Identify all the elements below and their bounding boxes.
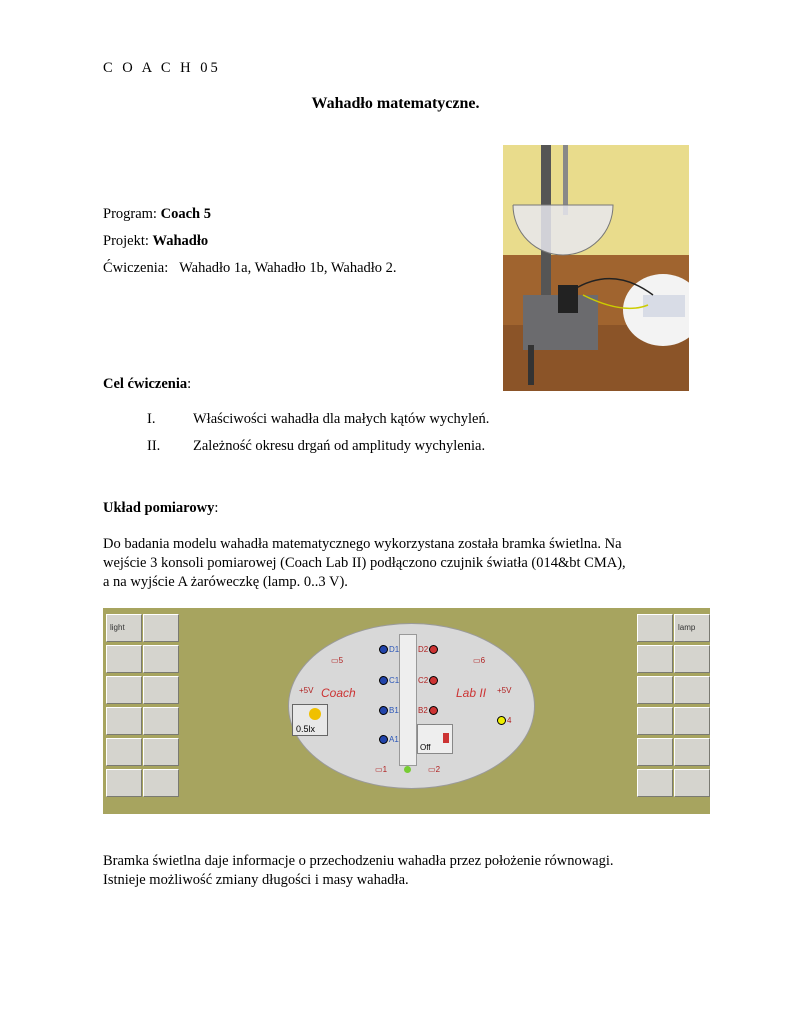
port-4-label: 4 <box>507 716 512 725</box>
setup-line-3: a na wyjście A żaróweczkę (lamp. 0..3 V). <box>103 574 348 590</box>
footer-line-1: Bramka świetlna daje informacje o przechodzeniu wahadła przez położenie równowagi. <box>103 853 614 869</box>
port-2[interactable]: ▭2 <box>428 765 441 774</box>
input-b2-label: B2 <box>418 706 428 715</box>
port-5-label: 5 <box>338 656 344 665</box>
port-2-label: 2 <box>435 765 441 774</box>
slot-empty[interactable] <box>637 614 673 642</box>
goal-num-1: I. <box>147 411 156 427</box>
input-d2-label: D2 <box>418 645 429 654</box>
input-b1-label: B1 <box>389 706 399 715</box>
slot-empty[interactable] <box>143 614 179 642</box>
port-6[interactable]: ▭6 <box>473 656 486 665</box>
slot-empty[interactable] <box>674 707 710 735</box>
input-d1-label: D1 <box>389 645 400 654</box>
setup-paragraph <box>103 535 626 592</box>
slot-empty[interactable] <box>106 769 142 797</box>
connector-icon <box>429 645 438 654</box>
goal-colon: : <box>187 376 192 392</box>
goal-num-2: II. <box>147 438 161 454</box>
coach-panel <box>103 608 710 814</box>
input-a1[interactable] <box>379 735 399 744</box>
input-b2[interactable] <box>418 706 439 715</box>
slot-lamp[interactable] <box>674 614 710 642</box>
plus5v-right: +5V <box>497 686 512 695</box>
switch-indicator-icon <box>443 733 449 743</box>
slot-light[interactable] <box>106 614 142 642</box>
setup-heading <box>103 500 218 517</box>
slot-empty[interactable] <box>106 738 142 766</box>
project-value: Wahadło <box>152 233 209 249</box>
input-c2-label: C2 <box>418 676 429 685</box>
project-label: Projekt: <box>103 233 153 249</box>
brand-lab: Lab II <box>456 686 487 700</box>
goal-text-2: Zależność okresu drgań od amplitudy wychylenia. <box>193 438 486 454</box>
slot-empty[interactable] <box>674 769 710 797</box>
slot-empty[interactable] <box>674 676 710 704</box>
program-line <box>103 206 211 223</box>
slot-empty[interactable] <box>106 707 142 735</box>
switch-label: Off <box>420 743 431 752</box>
setup-colon: : <box>214 500 219 516</box>
port-1[interactable]: ▭1 <box>375 765 388 774</box>
goal-text-1: Właściwości wahadła dla małych kątów wychyleń. <box>193 411 490 427</box>
slot-empty[interactable] <box>143 769 179 797</box>
goal-heading <box>103 376 191 393</box>
slot-empty[interactable] <box>637 769 673 797</box>
slot-light-label: light <box>110 623 125 632</box>
setup-label: Układ pomiarowy <box>103 500 215 516</box>
slot-empty[interactable] <box>143 645 179 673</box>
slot-empty[interactable] <box>106 645 142 673</box>
setup-line-1: Do badania modelu wahadła matematycznego wykorzystana została bramka świetlna. Na <box>103 536 622 552</box>
exercises-line <box>103 260 397 277</box>
program-label: Program: <box>103 206 161 222</box>
slot-empty[interactable] <box>143 676 179 704</box>
footer-line-2: Istnieje możliwość zmiany długości i masy wahadła. <box>103 872 409 888</box>
input-d2[interactable] <box>418 645 439 654</box>
input-c1[interactable] <box>379 676 399 685</box>
sensor-box[interactable] <box>292 704 328 736</box>
port-1-label: 1 <box>382 765 388 774</box>
connector-icon <box>379 676 388 685</box>
port-4[interactable] <box>497 716 511 725</box>
document-title: Wahadło matematyczne. <box>311 95 480 112</box>
goal-label: Cel ćwiczenia <box>103 376 188 392</box>
connector-icon <box>379 645 388 654</box>
slot-empty[interactable] <box>143 707 179 735</box>
connector-icon <box>429 706 438 715</box>
input-a1-label: A1 <box>389 735 399 744</box>
slot-empty[interactable] <box>674 645 710 673</box>
connector-icon <box>429 676 438 685</box>
slot-empty[interactable] <box>674 738 710 766</box>
connector-icon <box>379 735 388 744</box>
setup-line-2: wejście 3 konsoli pomiarowej (Coach Lab II) podłączono czujnik światła (014&bt CMA), <box>103 555 626 571</box>
connector-icon <box>379 706 388 715</box>
slot-lamp-label: lamp <box>678 623 696 632</box>
input-c2[interactable] <box>418 676 439 685</box>
slot-empty[interactable] <box>143 738 179 766</box>
exercises-value: Wahadło 1a, Wahadło 1b, Wahadło 2. <box>179 260 397 276</box>
document-header: C O A C H 05 <box>103 60 221 76</box>
lamp-icon <box>497 716 506 725</box>
slot-empty[interactable] <box>637 738 673 766</box>
power-switch[interactable] <box>417 724 453 754</box>
port-5[interactable]: ▭5 <box>331 656 344 665</box>
slot-empty[interactable] <box>637 676 673 704</box>
input-c1-label: C1 <box>389 676 400 685</box>
exercises-label: Ćwiczenia: <box>103 260 169 276</box>
footer-paragraph <box>103 852 614 890</box>
program-value: Coach 5 <box>160 206 211 222</box>
input-b1[interactable] <box>379 706 399 715</box>
project-line <box>103 233 208 250</box>
plus5v-left: +5V <box>299 686 314 695</box>
port-6-label: 6 <box>480 656 486 665</box>
pendulum-photo <box>503 145 689 391</box>
brand-coach: Coach <box>321 686 356 700</box>
slot-empty[interactable] <box>637 707 673 735</box>
slot-empty[interactable] <box>637 645 673 673</box>
sensor-value: 0.5lx <box>296 724 316 734</box>
status-led-icon <box>404 766 411 773</box>
input-d1[interactable] <box>379 645 399 654</box>
light-sensor-icon <box>309 708 321 720</box>
slot-empty[interactable] <box>106 676 142 704</box>
center-column <box>399 634 417 766</box>
